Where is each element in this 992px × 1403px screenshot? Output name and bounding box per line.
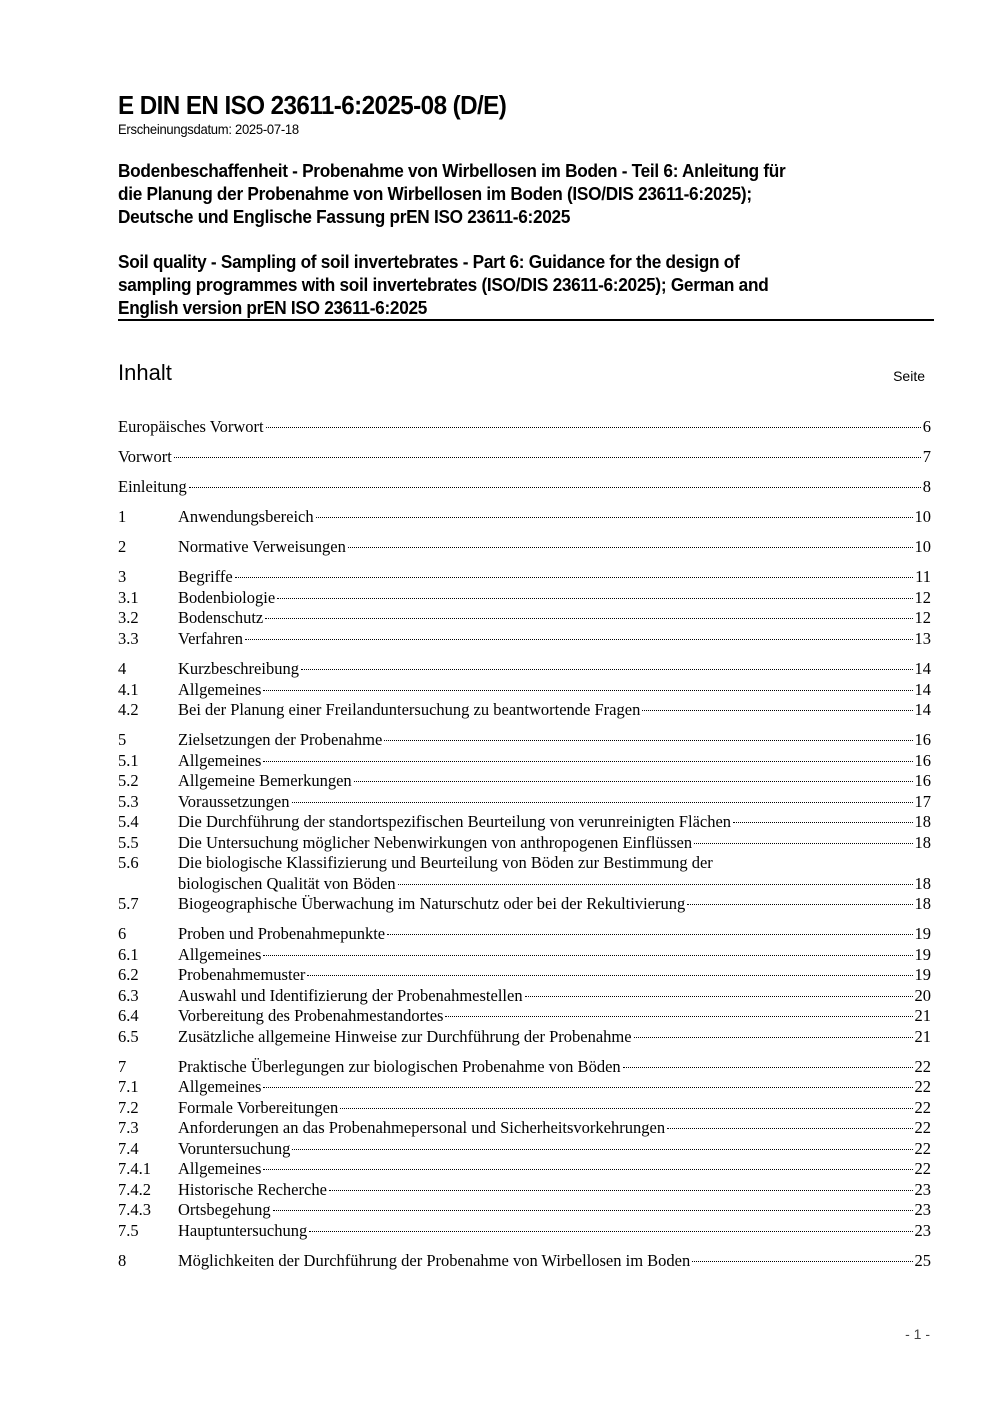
toc-entry-title: Vorwort [118,447,172,467]
toc-entry-title: Historische Recherche [178,1179,327,1199]
toc-entry-number: 5.6 [118,853,139,873]
title-line: die Planung der Probenahme von Wirbellosen im Boden (ISO/DIS 23611-6:2025); [118,183,752,204]
dot-leader [733,822,912,823]
toc-entry-page: 16 [914,730,931,750]
toc-entry-title: biologischen Qualität von Böden [178,873,396,893]
toc-entry[interactable] [118,567,931,588]
toc-entry-title: Zielsetzungen der Probenahme [178,730,383,750]
toc-entry-number: 7.4 [118,1138,139,1158]
toc-entry-page: 19 [914,965,931,985]
toc-entry-page: 22 [914,1159,931,1179]
toc-entry-title: Allgemeines [178,944,262,964]
toc-entry[interactable] [118,833,931,854]
toc-entry-page: 25 [914,1250,931,1270]
dot-leader [263,1087,912,1088]
toc-entry-page: 22 [914,1077,931,1097]
toc-entry-number: 5.2 [118,771,139,791]
toc-entry-page: 23 [914,1179,931,1199]
title-german [118,159,785,228]
toc-entry-title: Allgemeines [178,679,262,699]
toc-entry-number: 4 [118,659,127,679]
toc-entry-page: 22 [914,1097,931,1117]
toc-entry-title: Anforderungen an das Probenahmepersonal und Sicherheitsvorkehrungen [178,1118,666,1138]
toc-entry-title: Allgemeine Bemerkungen [178,771,352,791]
toc-entry[interactable] [118,447,931,468]
toc-entry[interactable] [118,608,931,629]
dot-leader [329,1190,913,1191]
toc-entry-number: 5.1 [118,750,139,770]
toc-entry-page: 8 [922,477,931,497]
toc-entry-number: 3.3 [118,628,139,648]
toc-group [118,1251,931,1272]
toc-entry-title: Proben und Probenahmepunkte [178,924,386,944]
dot-leader [263,690,912,691]
title-line: Soil quality - Sampling of soil invertebrates - Part 6: Guidance for the design of [118,251,740,272]
toc-entry-title: Bei der Planung einer Freilanduntersuchung zu beantwortende Fragen [178,700,641,720]
document-id: E DIN EN ISO 23611-6:2025-08 (D/E) [118,90,507,120]
toc-entry[interactable] [118,771,931,792]
toc-entry-title: Voruntersuchung [178,1138,291,1158]
toc-entry-page: 10 [914,537,931,557]
toc-entry-number: 6.5 [118,1026,139,1046]
dot-leader [340,1108,912,1109]
toc-entry-number: 5.5 [118,832,139,852]
toc-entry-number: 7.4.1 [118,1159,151,1179]
toc-heading: Inhalt [118,360,172,385]
dot-leader [273,1210,913,1211]
toc-group [118,477,931,498]
toc-entry-number: 5.7 [118,894,139,914]
toc-entry-page: 23 [914,1200,931,1220]
toc-entry-title: Die biologische Klassifizierung und Beurteilung von Böden zur Bestimmung der [178,853,713,873]
toc-entry-title: Die Untersuchung möglicher Nebenwirkungen von anthropogenen Einflüssen [178,832,693,852]
toc-entry[interactable] [118,1027,931,1048]
dot-leader [174,457,921,458]
toc-entry-title: Probenahmemuster [178,965,306,985]
toc-entry-page: 22 [914,1118,931,1138]
toc-entry-title: Möglichkeiten der Durchführung der Probenahme von Wirbellosen im Boden [178,1250,691,1270]
toc-entry-number: 5.3 [118,791,139,811]
toc-entry-title: Einleitung [118,477,187,497]
toc-entry[interactable] [118,894,931,915]
dot-leader [387,934,912,935]
toc-entry-title: Die Durchführung der standortspezifischen Beurteilung von verunreinigten Flächen [178,812,732,832]
dot-leader [245,639,912,640]
toc-group [118,447,931,468]
title-line: Deutsche und Englische Fassung prEN ISO 23611-6:2025 [118,206,571,227]
dot-leader [307,975,912,976]
toc-entry[interactable] [118,659,931,680]
table-of-contents [118,417,931,1271]
dot-leader [263,761,912,762]
toc-entry-title: Praktische Überlegungen zur biologischen Probenahme von Böden [178,1056,621,1076]
toc-entry-title: Vorbereitung des Probenahmestandortes [178,1006,444,1026]
toc-entry-title: Allgemeines [178,1077,262,1097]
toc-entry-title: Zusätzliche allgemeine Hinweise zur Durchführung der Probenahme [178,1026,632,1046]
toc-entry-number: 7 [118,1056,127,1076]
toc-entry-page: 14 [914,700,931,720]
dot-leader [692,1261,912,1262]
toc-entry-page: 12 [914,608,931,628]
toc-entry-title: Auswahl und Identifizierung der Probenahmestellen [178,985,523,1005]
toc-entry[interactable] [118,1006,931,1027]
dot-leader [263,1169,912,1170]
toc-entry-number: 6.4 [118,1006,139,1026]
dot-leader [398,884,913,885]
toc-entry-number: 7.2 [118,1097,139,1117]
toc-entry-number: 1 [118,507,127,527]
dot-leader [309,1231,912,1232]
toc-group [118,417,931,438]
toc-entry[interactable] [118,507,931,528]
toc-entry[interactable] [118,751,931,772]
dot-leader [667,1128,912,1129]
toc-entry-page: 17 [914,791,931,811]
toc-entry-title: Biogeographische Überwachung im Naturschutz oder bei der Rekultivierung [178,894,686,914]
toc-group [118,567,931,649]
toc-group [118,659,931,721]
title-line: English version prEN ISO 23611-6:2025 [118,297,428,318]
dot-leader [301,669,913,670]
toc-entry-number: 2 [118,537,127,557]
toc-entry-page: 16 [914,750,931,770]
toc-entry-page: 11 [915,567,931,587]
toc-group [118,1057,931,1242]
dot-leader [263,955,912,956]
toc-entry[interactable] [118,629,931,650]
toc-entry-number: 7.4.3 [118,1200,151,1220]
toc-entry-page: 19 [914,944,931,964]
toc-entry-title: Bodenschutz [178,608,264,628]
toc-entry-number: 8 [118,1250,127,1270]
toc-entry-number: 7.1 [118,1077,139,1097]
title-line: Bodenbeschaffenheit - Probenahme von Wirbellosen im Boden - Teil 6: Anleitung für [118,160,786,181]
dot-leader [354,781,913,782]
toc-entry-number: 7.3 [118,1118,139,1138]
toc-entry-title: Normative Verweisungen [178,537,346,557]
toc-entry-title: Anwendungsbereich [178,507,314,527]
toc-entry-number: 6 [118,924,127,944]
toc-entry-number: 4.2 [118,700,139,720]
toc-entry-title: Allgemeines [178,1159,262,1179]
toc-entry[interactable] [118,853,931,874]
toc-entry-page: 14 [914,659,931,679]
toc-entry-number: 3 [118,567,127,587]
title-line: sampling programmes with soil invertebrates (ISO/DIS 23611-6:2025); German and [118,274,769,295]
title-english [118,250,768,319]
toc-entry-number: 3.2 [118,608,139,628]
toc-entry-page: 22 [914,1138,931,1158]
toc-entry-number: 6.2 [118,965,139,985]
toc-group [118,730,931,915]
toc-group [118,924,931,1047]
publication-date: Erscheinungsdatum: 2025-07-18 [118,121,299,137]
toc-entry[interactable] [118,1251,931,1272]
toc-entry[interactable] [118,417,931,438]
header-rule [118,319,934,321]
dot-leader [266,427,921,428]
toc-entry-page: 13 [914,628,931,648]
toc-entry-page: 19 [914,924,931,944]
toc-entry-page: 12 [914,587,931,607]
toc-entry-number: 6.1 [118,944,139,964]
toc-entry-number: 7.4.2 [118,1179,151,1199]
toc-entry-page: 18 [914,812,931,832]
dot-leader [292,802,913,803]
dot-leader [265,618,912,619]
toc-entry-title: Verfahren [178,628,244,648]
dot-leader [525,996,913,997]
toc-entry-title: Ortsbegehung [178,1200,271,1220]
dot-leader [445,1016,912,1017]
toc-entry-number: 5.4 [118,812,139,832]
toc-entry-title: Kurzbeschreibung [178,659,299,679]
toc-entry[interactable] [118,986,931,1007]
toc-entry-title: Allgemeines [178,750,262,770]
toc-entry-number: 5 [118,730,127,750]
dot-leader [694,843,912,844]
toc-entry[interactable] [118,537,931,558]
toc-entry[interactable] [118,1180,931,1201]
toc-entry[interactable] [118,924,931,945]
toc-entry-page: 10 [914,507,931,527]
toc-entry[interactable] [118,1159,931,1180]
toc-entry[interactable] [118,1118,931,1139]
toc-entry-page: 7 [922,447,931,467]
toc-entry-page: 16 [914,771,931,791]
dot-leader [384,740,912,741]
dot-leader [235,577,913,578]
toc-entry-number: 6.3 [118,985,139,1005]
toc-group [118,507,931,528]
toc-entry-page: 23 [914,1220,931,1240]
toc-entry-number: 4.1 [118,679,139,699]
page-number: - 1 - [905,1326,930,1342]
toc-entry-page: 6 [922,417,931,436]
toc-entry-page: 18 [914,832,931,852]
toc-entry[interactable] [118,1221,931,1242]
toc-entry-page: 14 [914,679,931,699]
toc-entry-page: 20 [914,985,931,1005]
toc-entry-title: Bodenbiologie [178,587,276,607]
toc-entry[interactable] [118,812,931,833]
toc-entry-title: Hauptuntersuchung [178,1220,308,1240]
toc-entry[interactable] [118,1200,931,1221]
toc-entry-page: 21 [914,1026,931,1046]
toc-entry-page: 22 [914,1056,931,1076]
toc-entry[interactable] [118,680,931,701]
toc-entry[interactable] [118,1077,931,1098]
toc-entry-page: 18 [914,873,931,893]
toc-entry-page: 18 [914,894,931,914]
toc-entry-title: Voraussetzungen [178,791,290,811]
dot-leader [277,598,912,599]
toc-entry-title: Formale Vorbereitungen [178,1097,339,1117]
toc-entry-title: Europäisches Vorwort [118,417,264,436]
dot-leader [642,710,912,711]
toc-group [118,537,931,558]
toc-entry-number: 3.1 [118,587,139,607]
toc-entry[interactable] [118,1057,931,1078]
toc-entry[interactable] [118,945,931,966]
toc-entry[interactable] [118,1098,931,1119]
toc-entry[interactable] [118,588,931,609]
toc-entry-page: 21 [914,1006,931,1026]
toc-entry-title: Begriffe [178,567,233,587]
dot-leader [316,517,913,518]
dot-leader [687,904,912,905]
toc-page-label: Seite [893,368,925,384]
dot-leader [292,1149,912,1150]
dot-leader [189,487,921,488]
toc-entry[interactable] [118,700,931,721]
toc-entry[interactable] [118,730,931,751]
dot-leader [348,547,913,548]
toc-entry[interactable] [118,477,931,498]
toc-entry-continuation[interactable] [118,874,931,895]
toc-entry[interactable] [118,1139,931,1160]
dot-leader [623,1067,913,1068]
toc-entry[interactable] [118,792,931,813]
toc-entry[interactable] [118,965,931,986]
toc-entry-number: 7.5 [118,1220,139,1240]
dot-leader [634,1037,913,1038]
